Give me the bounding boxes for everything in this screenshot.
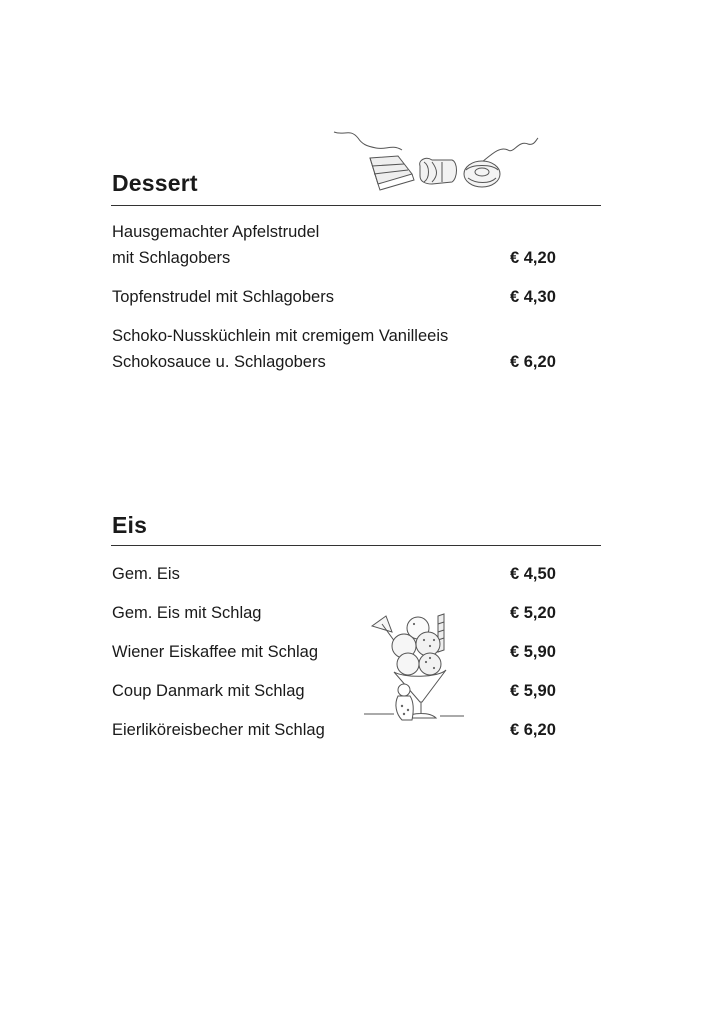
section-title-dessert: Dessert xyxy=(112,170,198,196)
menu-item-price: € 5,90 xyxy=(510,643,556,661)
section-divider-dessert xyxy=(111,205,601,206)
menu-item-name: Topfenstrudel mit Schlagobers xyxy=(112,288,334,306)
ice-cream-sundae-drawing-icon xyxy=(364,606,464,730)
menu-item-name: Wiener Eiskaffee mit Schlag xyxy=(112,643,319,661)
menu-item-name: Coup Danmark mit Schlag xyxy=(112,682,305,700)
menu-item-price: € 5,20 xyxy=(510,604,556,622)
menu-item-price: € 4,50 xyxy=(510,565,556,583)
menu-item-name: Gem. Eis mit Schlag xyxy=(112,604,262,622)
menu-item-name: mit Schlagobers xyxy=(112,249,231,267)
menu-item-name: Gem. Eis xyxy=(112,565,180,583)
menu-item-name: Schokosauce u. Schlagobers xyxy=(112,353,326,371)
menu-item-price: € 4,30 xyxy=(510,288,556,306)
section-title-eis: Eis xyxy=(112,512,148,538)
menu-item-name: Schoko-Nussküchlein mit cremigem Vanilleeis xyxy=(112,327,449,345)
menu-item-price: € 6,20 xyxy=(510,353,556,371)
cake-strudel-donut-drawing-icon xyxy=(332,126,542,196)
menu-item-price: € 5,90 xyxy=(510,682,556,700)
menu-item-price: € 6,20 xyxy=(510,721,556,739)
menu-item-name: Eierliköreisbecher mit Schlag xyxy=(112,721,325,739)
menu-item-name: Hausgemachter Apfelstrudel xyxy=(112,223,320,241)
section-divider-eis xyxy=(111,545,601,546)
menu-item-price: € 4,20 xyxy=(510,249,556,267)
